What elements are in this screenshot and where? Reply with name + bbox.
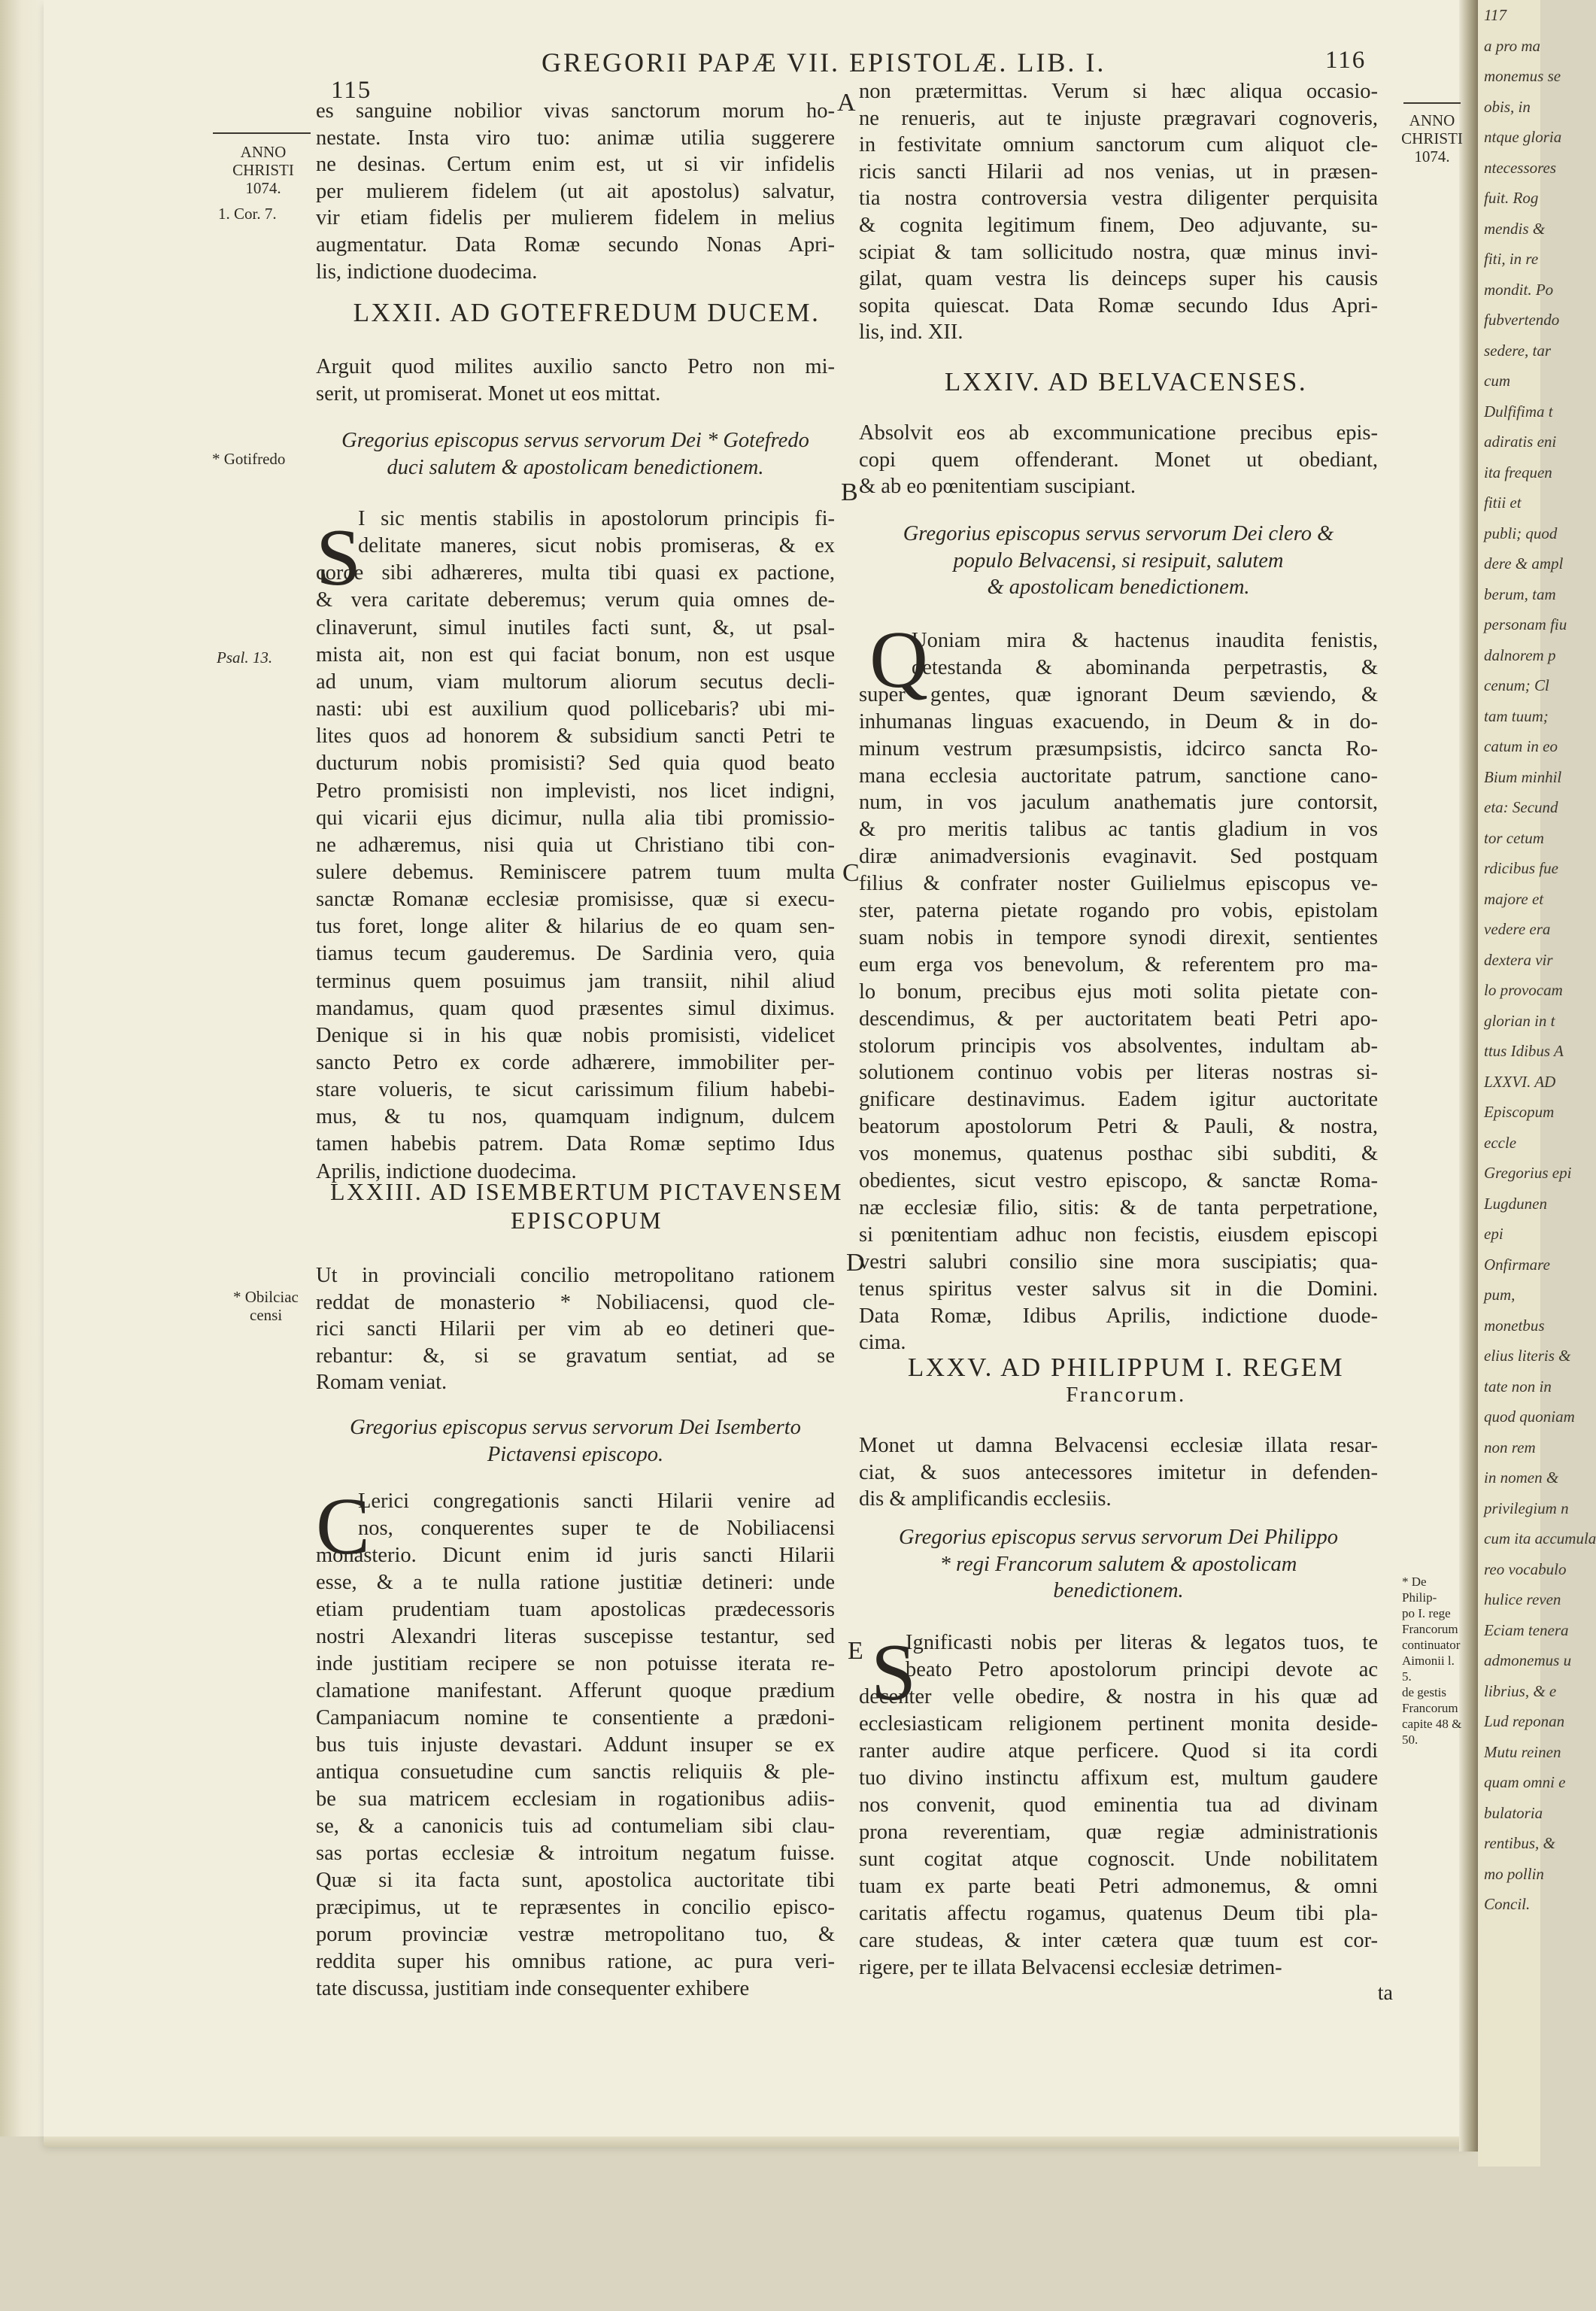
facing-page-line: fiti, in re <box>1484 250 1539 268</box>
body-line: mus, & tu nos, quamquam indignum, dulcem <box>316 1105 835 1129</box>
note-line: continuator <box>1402 1638 1461 1652</box>
body-line: ster, paterna pietate rogando pro vobis, epistolam <box>859 899 1378 922</box>
obilciac-line: * Obilciac <box>233 1288 299 1306</box>
facing-page-line: cum ita accumula <box>1484 1529 1596 1547</box>
note-line: po I. rege <box>1402 1606 1451 1620</box>
body-line: Data Romæ, Idibus Aprilis, indictione duode- <box>859 1304 1378 1328</box>
body-line: mandamus, quam quod præsentes simul diximus. <box>316 996 835 1020</box>
body-line: be sua matricem ecclesiam in rogationibus adiis- <box>316 1787 835 1811</box>
facing-page-line: Dulfifima t <box>1484 402 1553 421</box>
facing-page-line: quam omni e <box>1484 1773 1566 1791</box>
body-line: tamen habebis patrem. Data Romæ septimo Idus <box>316 1132 835 1156</box>
facing-page-line: quod quoniam <box>1484 1408 1575 1426</box>
body-line: qui vicarii ejus dicimur, nulla alia tibi promissio- <box>316 806 835 830</box>
letter-72-dropcap: S <box>316 513 362 603</box>
section-marker-e: E <box>848 1637 863 1665</box>
folio-left: 115 <box>331 77 372 104</box>
letter-73-dropcap: C <box>316 1482 371 1572</box>
facing-page-line: cenum; Cl <box>1484 676 1549 694</box>
note-line: * De Philip- <box>1402 1575 1437 1605</box>
section-marker-a: A <box>837 89 856 117</box>
facing-page-line: fitii et <box>1484 493 1522 512</box>
body-line: gnificare destinavimus. Eadem igitur auctoritate <box>859 1088 1378 1112</box>
body-line: nos, conquerentes super te de Nobiliacensi <box>358 1517 835 1540</box>
summary-line: reddat de monasterio * Nobiliacensi, quod cle- <box>316 1290 835 1314</box>
body-line: clamatione manifestant. Afferunt quoque prædium <box>316 1679 835 1702</box>
body-line: antiqua consuetudine cum sanctis reliquiis & ple- <box>316 1760 835 1784</box>
text-line: scipiat & tam sollicitudo nostra, quæ minus invi- <box>859 240 1378 264</box>
text-line: ricis sancti Hilarii ad nos venias, ut in præsen- <box>859 159 1378 184</box>
facing-page-line: tate non in <box>1484 1377 1552 1395</box>
facing-page-line: admonemus u <box>1484 1651 1572 1669</box>
body-line: caritatis affectu rogamus, quatenus Deum tibi pla- <box>859 1902 1378 1925</box>
facing-page-line: hulice reven <box>1484 1590 1561 1608</box>
text-line: vir etiam fidelis per mulierem fidelem in melius <box>316 206 835 230</box>
body-line: etiam prudentiam tuam apostolicas prædecessoris <box>316 1598 835 1621</box>
body-line: inhumanas linguas exacuendo, in Deum & in do- <box>859 709 1378 733</box>
facing-page-line: obis, in <box>1484 97 1531 116</box>
body-line: beato Petro apostolorum principi devote ac <box>906 1658 1378 1681</box>
body-line: tus foret, longe aliter & hilarius de eo quam sen- <box>316 915 835 939</box>
body-line: Ignificasti nobis per literas & legatos tuos, te <box>906 1631 1378 1654</box>
body-line: eum erga vos benevolum, & referentem pro ma- <box>859 952 1378 976</box>
body-line: suam nobis in tempore synodi direxit, sentientes <box>859 925 1378 949</box>
summary-line: rebantur: &, si se gravatum sentiat, ad se <box>316 1344 835 1368</box>
psalm-reference: Psal. 13. <box>217 648 273 667</box>
text-line: tia nostra controversia vestra diligenter perquisita <box>859 187 1378 211</box>
text-line: gilat, quam vestra lis deinceps super his causis <box>859 267 1378 291</box>
year-label: 1074. <box>245 179 281 197</box>
obilciac-line: censi <box>250 1306 283 1324</box>
summary-line: Romam veniat. <box>316 1371 448 1395</box>
body-line: porum provinciæ vestræ metropolitano tuo, & <box>316 1923 835 1946</box>
facing-page-line: eccle <box>1484 1133 1517 1152</box>
letter-74-dropcap: Q <box>869 615 928 705</box>
facing-page-line: rdicibus fue <box>1484 859 1558 877</box>
body-line: filius & confrater noster Guilielmus episcopus ve- <box>859 872 1378 896</box>
facing-page-line: a pro ma <box>1484 36 1541 55</box>
facing-page-fragment <box>1478 0 1596 2167</box>
body-line: præcipimus, ut te repræsentes in concilio episco- <box>316 1896 835 1919</box>
summary-line: Absolvit eos ab excommunicatione precibus epis- <box>859 421 1378 445</box>
body-line: vestri salubri consilio sine mora suscipiatis; qua- <box>859 1250 1378 1274</box>
facing-page-line: monetbus <box>1484 1316 1545 1335</box>
margin-rule-right <box>1403 102 1461 104</box>
body-line: detestanda & abominanda perpetrastis, & <box>912 655 1378 679</box>
facing-page-line: vedere era <box>1484 920 1551 938</box>
summary-line: Arguit quod milites auxilio sancto Petro non mi- <box>316 355 835 378</box>
facing-page-line: fuit. Rog <box>1484 189 1539 207</box>
body-line: sulere debemus. Reminiscere patrem tuum multa <box>316 860 835 884</box>
facing-page-line: eta: Secund <box>1484 798 1558 816</box>
facing-page-line: pum, <box>1484 1286 1516 1304</box>
page-bottom-edge <box>44 2136 1473 2147</box>
body-line: clinaverunt, simul inutiles facti sunt, &, ut psal- <box>316 615 835 639</box>
letter-73-heading-line2: EPISCOPUM <box>510 1207 663 1234</box>
body-line: se, & a canonicis tuis ad contumeliam sibi clau- <box>316 1814 835 1838</box>
facing-page-line: personam fiu <box>1484 615 1567 633</box>
facing-page-line: ntque gloria <box>1484 128 1562 146</box>
body-line: Denique si in his quæ nobis promisisti, videlicet <box>316 1023 835 1047</box>
facing-page-line: mondit. Po <box>1484 280 1554 299</box>
salutation-line: benedictionem. <box>1053 1579 1184 1603</box>
de-philippo-note <box>1402 1574 1464 1748</box>
body-line: terminus quem posuimus jam transiit, nihil aliud <box>316 969 835 993</box>
salutation-line: Pictavensi episcopo. <box>487 1442 664 1466</box>
body-line: inde justitiam recipere se non potuisse iterata re- <box>316 1652 835 1675</box>
body-line: Quæ si ita facta sunt, apostolica auctoritate tibi <box>316 1869 835 1892</box>
summary-line: copi quem offenderant. Monet ut obediant, <box>859 448 1378 472</box>
gotifredo-note: * Gotifredo <box>212 450 286 468</box>
facing-page-line: epi <box>1484 1225 1503 1243</box>
body-line: tuo divino instinctu affixum est, multum gaudere <box>859 1766 1378 1790</box>
facing-page-line: dere & ampl <box>1484 554 1564 572</box>
anno-christi-right <box>1394 111 1470 166</box>
text-line: non prætermittas. Verum si hæc aliqua occasio- <box>859 80 1378 103</box>
body-line: cima. <box>859 1331 906 1355</box>
facing-page-line: ita frequen <box>1484 463 1552 481</box>
body-line: reddita super his omnibus ratione, ac pura veri- <box>316 1950 835 1973</box>
facing-page-line: ntecessores <box>1484 158 1557 177</box>
body-line: corde sibi adhæreres, multa tibi quasi ex pactione, <box>316 561 835 585</box>
facing-page-line: Lugdunen <box>1484 1194 1547 1213</box>
note-line: Aimonii l. 5. <box>1402 1654 1455 1684</box>
catchword: ta <box>1377 1982 1393 2005</box>
body-line: sancto Petro ex corde adhærere, immobiliter per- <box>316 1051 835 1074</box>
anno-label: ANNO <box>1409 111 1455 129</box>
facing-page-line: Episcopum <box>1484 1103 1555 1121</box>
body-line: delitate maneres, sicut nobis promiseras, & ex <box>358 534 835 558</box>
text-line: in festivitate omnium sanctorum cum aliquot cle- <box>859 133 1378 157</box>
facing-page-line: catum in eo <box>1484 737 1558 755</box>
facing-page-line: sedere, tar <box>1484 341 1552 360</box>
running-title: GREGORII PAPÆ VII. EPISTOLÆ. LIB. I. <box>542 47 1106 77</box>
letter-74-heading: LXXIV. AD BELVACENSES. <box>944 367 1308 396</box>
facing-page-line: Onfirmare <box>1484 1255 1550 1274</box>
body-line: super gentes, quæ ignorant Deum sæviendo, & <box>859 682 1378 706</box>
body-line: decenter velle obedire, & nostra in his quæ ad <box>859 1685 1378 1708</box>
facing-page-line: LXXVI. AD <box>1484 1072 1556 1091</box>
facing-page-line: Concil. <box>1484 1895 1531 1913</box>
salutation-line: * regi Francorum salutem & apostolicam <box>939 1552 1297 1576</box>
section-marker-b: B <box>841 478 858 506</box>
salutation-line: & apostolicam benedictionem. <box>987 575 1250 600</box>
facing-page-line: berum, tam <box>1484 585 1556 603</box>
body-line: Aprilis, indictione duodecima. <box>316 1159 577 1183</box>
body-line: sas portas ecclesiæ & introitum negatum fuisse. <box>316 1842 835 1865</box>
facing-page-line: elius literis & <box>1484 1347 1571 1365</box>
facing-page-line: Mutu reinen <box>1484 1742 1561 1761</box>
summary-line: Monet ut damna Belvacensi ecclesiæ illata resar- <box>859 1434 1378 1457</box>
note-line: 50. <box>1402 1732 1418 1747</box>
body-line: monasterio. Dicunt enim id juris sancti Hilarii <box>316 1544 835 1567</box>
body-line: lites quos ad honorem & subsidium sancti Petri te <box>316 724 835 749</box>
margin-rule-left <box>213 132 311 134</box>
body-line: nostri Alexandri literas suscepisse testantur, sed <box>316 1625 835 1648</box>
body-line: ranter audire atque perficere. Quod si ita cordi <box>859 1739 1378 1763</box>
text-line: augmentatur. Data Romæ secundo Nonas Apri- <box>316 233 835 257</box>
salutation-line: Gregorius episcopus servus servorum Dei Isemberto <box>350 1416 801 1439</box>
salutation-line: Gregorius episcopus servus servorum Dei clero & <box>903 522 1334 545</box>
section-marker-c: C <box>842 859 860 887</box>
facing-page-line: tam tuum; <box>1484 706 1549 725</box>
facing-page-line: rentibus, & <box>1484 1834 1555 1852</box>
facing-page-line: privilegium n <box>1484 1499 1569 1517</box>
text-line: sopita quiescat. Data Romæ secundo Idus Apri- <box>859 293 1378 317</box>
summary-line: ciat, & suos antecessores imitetur in defenden- <box>859 1460 1378 1484</box>
body-line: care studeas, & inter cætera quæ tuum est cor- <box>859 1929 1378 1952</box>
facing-page-line: adiratis eni <box>1484 433 1557 451</box>
facing-page-line: librius, & e <box>1484 1681 1557 1700</box>
text-line: lis, ind. XII. <box>859 320 963 345</box>
year-label: 1074. <box>1414 147 1450 166</box>
body-line: nasti: ubi est auxilium quod pollicebaris? ubi mi- <box>316 697 835 721</box>
body-line: obedientes, sicut vestro episcopo, & sanctæ Roma- <box>859 1169 1378 1192</box>
facing-page-line: cum <box>1484 372 1510 390</box>
text-line: & cognita legitimum finem, Deo adjuvante, su- <box>859 214 1378 237</box>
body-line: tenus spiritus vester salvus sit in die Domini. <box>859 1277 1378 1301</box>
body-line: I sic mentis stabilis in apostolorum principis fi- <box>358 507 835 530</box>
facing-page-line: bulatoria <box>1484 1803 1543 1822</box>
letter-75-dropcap: S <box>871 1628 917 1717</box>
body-line: næ ecclesiæ filio, sitis: & de tanta perpetratione, <box>859 1195 1378 1219</box>
facing-page-line: tor cetum <box>1484 828 1544 847</box>
body-line: si pœnitentiam adhuc non fecistis, eiusdem episcopi <box>859 1222 1378 1247</box>
body-line: vos monemus, quatenus posthac sibi subditi, & <box>859 1142 1378 1166</box>
summary-line: Ut in provinciali concilio metropolitano rationem <box>316 1264 835 1287</box>
body-line: mista ait, non est qui faciat bonum, non est usque <box>316 642 835 667</box>
note-line: Francorum <box>1402 1622 1458 1636</box>
summary-line: dis & amplificandis ecclesiis. <box>859 1487 1112 1511</box>
summary-line: serit, ut promiserat. Monet ut eos mittat. <box>316 381 661 405</box>
salutation-line: Gregorius episcopus servus servorum Dei * Gotefredo <box>341 429 809 452</box>
text-line: ne renueris, aut te injuste prægravari cognoveris, <box>859 106 1378 130</box>
folio-right: 116 <box>1325 47 1367 74</box>
body-line: ducturum nobis promisisti? Sed quia quod beato <box>316 752 835 776</box>
body-line: ne adhæremus, nisi quia ut Christiano tibi con- <box>316 833 835 857</box>
body-line: diræ animadversionis evaginavit. Sed postquam <box>859 845 1378 869</box>
body-line: rigere, per te illata Belvacensi ecclesiæ detrimen- <box>859 1956 1282 1979</box>
text-line: nestate. Insta viro tuo: animæ utilia suggerere <box>316 126 835 150</box>
facing-page-line: dextera vir <box>1484 950 1553 969</box>
facing-page-line: glorian in t <box>1484 1011 1555 1030</box>
section-marker-d: D <box>846 1249 865 1277</box>
body-line: & vera caritate deberemus; verum quia omnes de- <box>316 588 835 612</box>
facing-page-line: Bium minhil <box>1484 767 1562 786</box>
body-line: sanctæ Romanæ ecclesiæ promisisse, quæ si execu- <box>316 888 835 912</box>
body-line: stare volueris, te sicut carissimum filium habebi- <box>316 1078 835 1102</box>
body-line: Uoniam mira & hactenus inaudita fenistis, <box>912 629 1378 652</box>
facing-page-line: in nomen & <box>1484 1468 1559 1487</box>
text-line: es sanguine nobilior vivas sanctorum morum ho- <box>316 99 835 123</box>
body-line: beatorum apostolorum Petri & Pauli, & nostra, <box>859 1115 1378 1139</box>
body-line: descendimus, & per auctoritatem beati Petri apo- <box>859 1007 1378 1031</box>
summary-line: & ab eo pœnitentiam suscipiant. <box>859 475 1136 499</box>
letter-75-heading-line1: LXXV. AD PHILIPPUM I. REGEM <box>907 1353 1345 1382</box>
letter-73-heading-line1: LXXIII. AD ISEMBERTUM PICTAVENSEM <box>330 1178 843 1205</box>
body-line: tiamus tecum gauderemus. De Sardinia vero, quia <box>316 942 835 966</box>
summary-line: rici sancti Hilarii per vim ab eo detineri que- <box>316 1317 835 1341</box>
body-line: tuam ex parte beati Petri admonemus, & omni <box>859 1875 1378 1898</box>
salutation-line: duci salutem & apostolicam benedictionem. <box>387 455 764 479</box>
body-line: nos convenit, quod eminentia tua ad divinam <box>859 1793 1378 1817</box>
facing-page-line: mo pollin <box>1484 1864 1544 1883</box>
body-line: tate discussa, justitiam inde consequenter exhibere <box>316 1977 750 2000</box>
body-line: Petro promisisti non implevisti, nos licet indigni, <box>316 779 835 803</box>
facing-page-line: 117 <box>1484 6 1506 24</box>
facing-page-line: dalnorem p <box>1484 645 1556 664</box>
body-line: mana ecclesia auctoritate patrum, sanctione cano- <box>859 764 1378 788</box>
facing-page-line: publi; quod <box>1484 524 1558 542</box>
letter-75-heading-line2: Francorum. <box>1066 1383 1186 1407</box>
facing-page-line: lo provocam <box>1484 981 1563 999</box>
note-line: capite 48 & <box>1402 1717 1462 1731</box>
facing-page-line: Eciam tenera <box>1484 1620 1569 1639</box>
letter-72-heading: LXXII. AD GOTEFREDUM DUCEM. <box>353 298 821 327</box>
salutation-line: Gregorius episcopus servus servorum Dei Philippo <box>899 1526 1338 1549</box>
text-line: lis, indictione duodecima. <box>316 260 538 284</box>
body-line: sunt cogitat atque cognoscit. Unde nobilitatem <box>859 1848 1378 1871</box>
body-line: ad unum, viam multorum aliorum secutus decli- <box>316 670 835 694</box>
body-line: bus tuis injuste devastari. Addunt insuper se ex <box>316 1733 835 1757</box>
note-line: Francorum <box>1402 1701 1458 1715</box>
christi-label: CHRISTI <box>232 161 294 179</box>
body-line: prona reverentiam, quæ regiæ administrationis <box>859 1821 1378 1844</box>
body-line: minum vestrum præsumpsistis, idcirco sancta Ro- <box>859 736 1378 761</box>
body-line: Campaniacum nomine te consentiente a prædoni- <box>316 1706 835 1729</box>
facing-page-line: reo vocabulo <box>1484 1559 1567 1578</box>
facing-page-line: ttus Idibus A <box>1484 1042 1564 1060</box>
facing-page-line: Gregorius epi <box>1484 1164 1572 1182</box>
christi-label: CHRISTI <box>1401 129 1463 147</box>
facing-page-line: majore et <box>1484 889 1544 908</box>
facing-page-line: Lud reponan <box>1484 1712 1565 1730</box>
text-line: ne desinas. Certum enim est, ut si vir infidelis <box>316 153 835 177</box>
note-line: de gestis <box>1402 1685 1447 1699</box>
obilciac-note <box>233 1288 299 1324</box>
facing-page-line: monemus se <box>1484 67 1561 85</box>
salutation-line: populo Belvacensi, si resipuit, salutem <box>953 548 1284 572</box>
anno-label: ANNO <box>240 143 287 161</box>
text-line: per mulierem fidelem (ut ait apostolus) salvatur, <box>316 179 835 203</box>
body-line: ecclesiasticam religionem pertinent monita deside- <box>859 1712 1378 1736</box>
body-line: esse, & a te nulla ratione justitiæ detineri: unde <box>316 1571 835 1594</box>
facing-page-line: fubvertendo <box>1484 311 1560 329</box>
body-line: & pro meritis talibus ac tantis gladium in vos <box>859 818 1378 842</box>
anno-christi-left <box>222 143 305 197</box>
cor-reference: 1. Cor. 7. <box>218 205 277 223</box>
body-line: stolorum principis vos absolventes, indultam ab- <box>859 1034 1378 1058</box>
body-line: lo bonum, precibus ejus moti solita pietate con- <box>859 979 1378 1004</box>
facing-page-line: non rem <box>1484 1438 1536 1456</box>
body-line: solutionem continuo vobis per literas nostras si- <box>859 1061 1378 1085</box>
facing-page-line: mendis & <box>1484 219 1546 238</box>
body-line: num, in vos jaculum anathematis jure contorsit, <box>859 791 1378 815</box>
body-line: Lerici congregationis sancti Hilarii venire ad <box>358 1490 835 1513</box>
